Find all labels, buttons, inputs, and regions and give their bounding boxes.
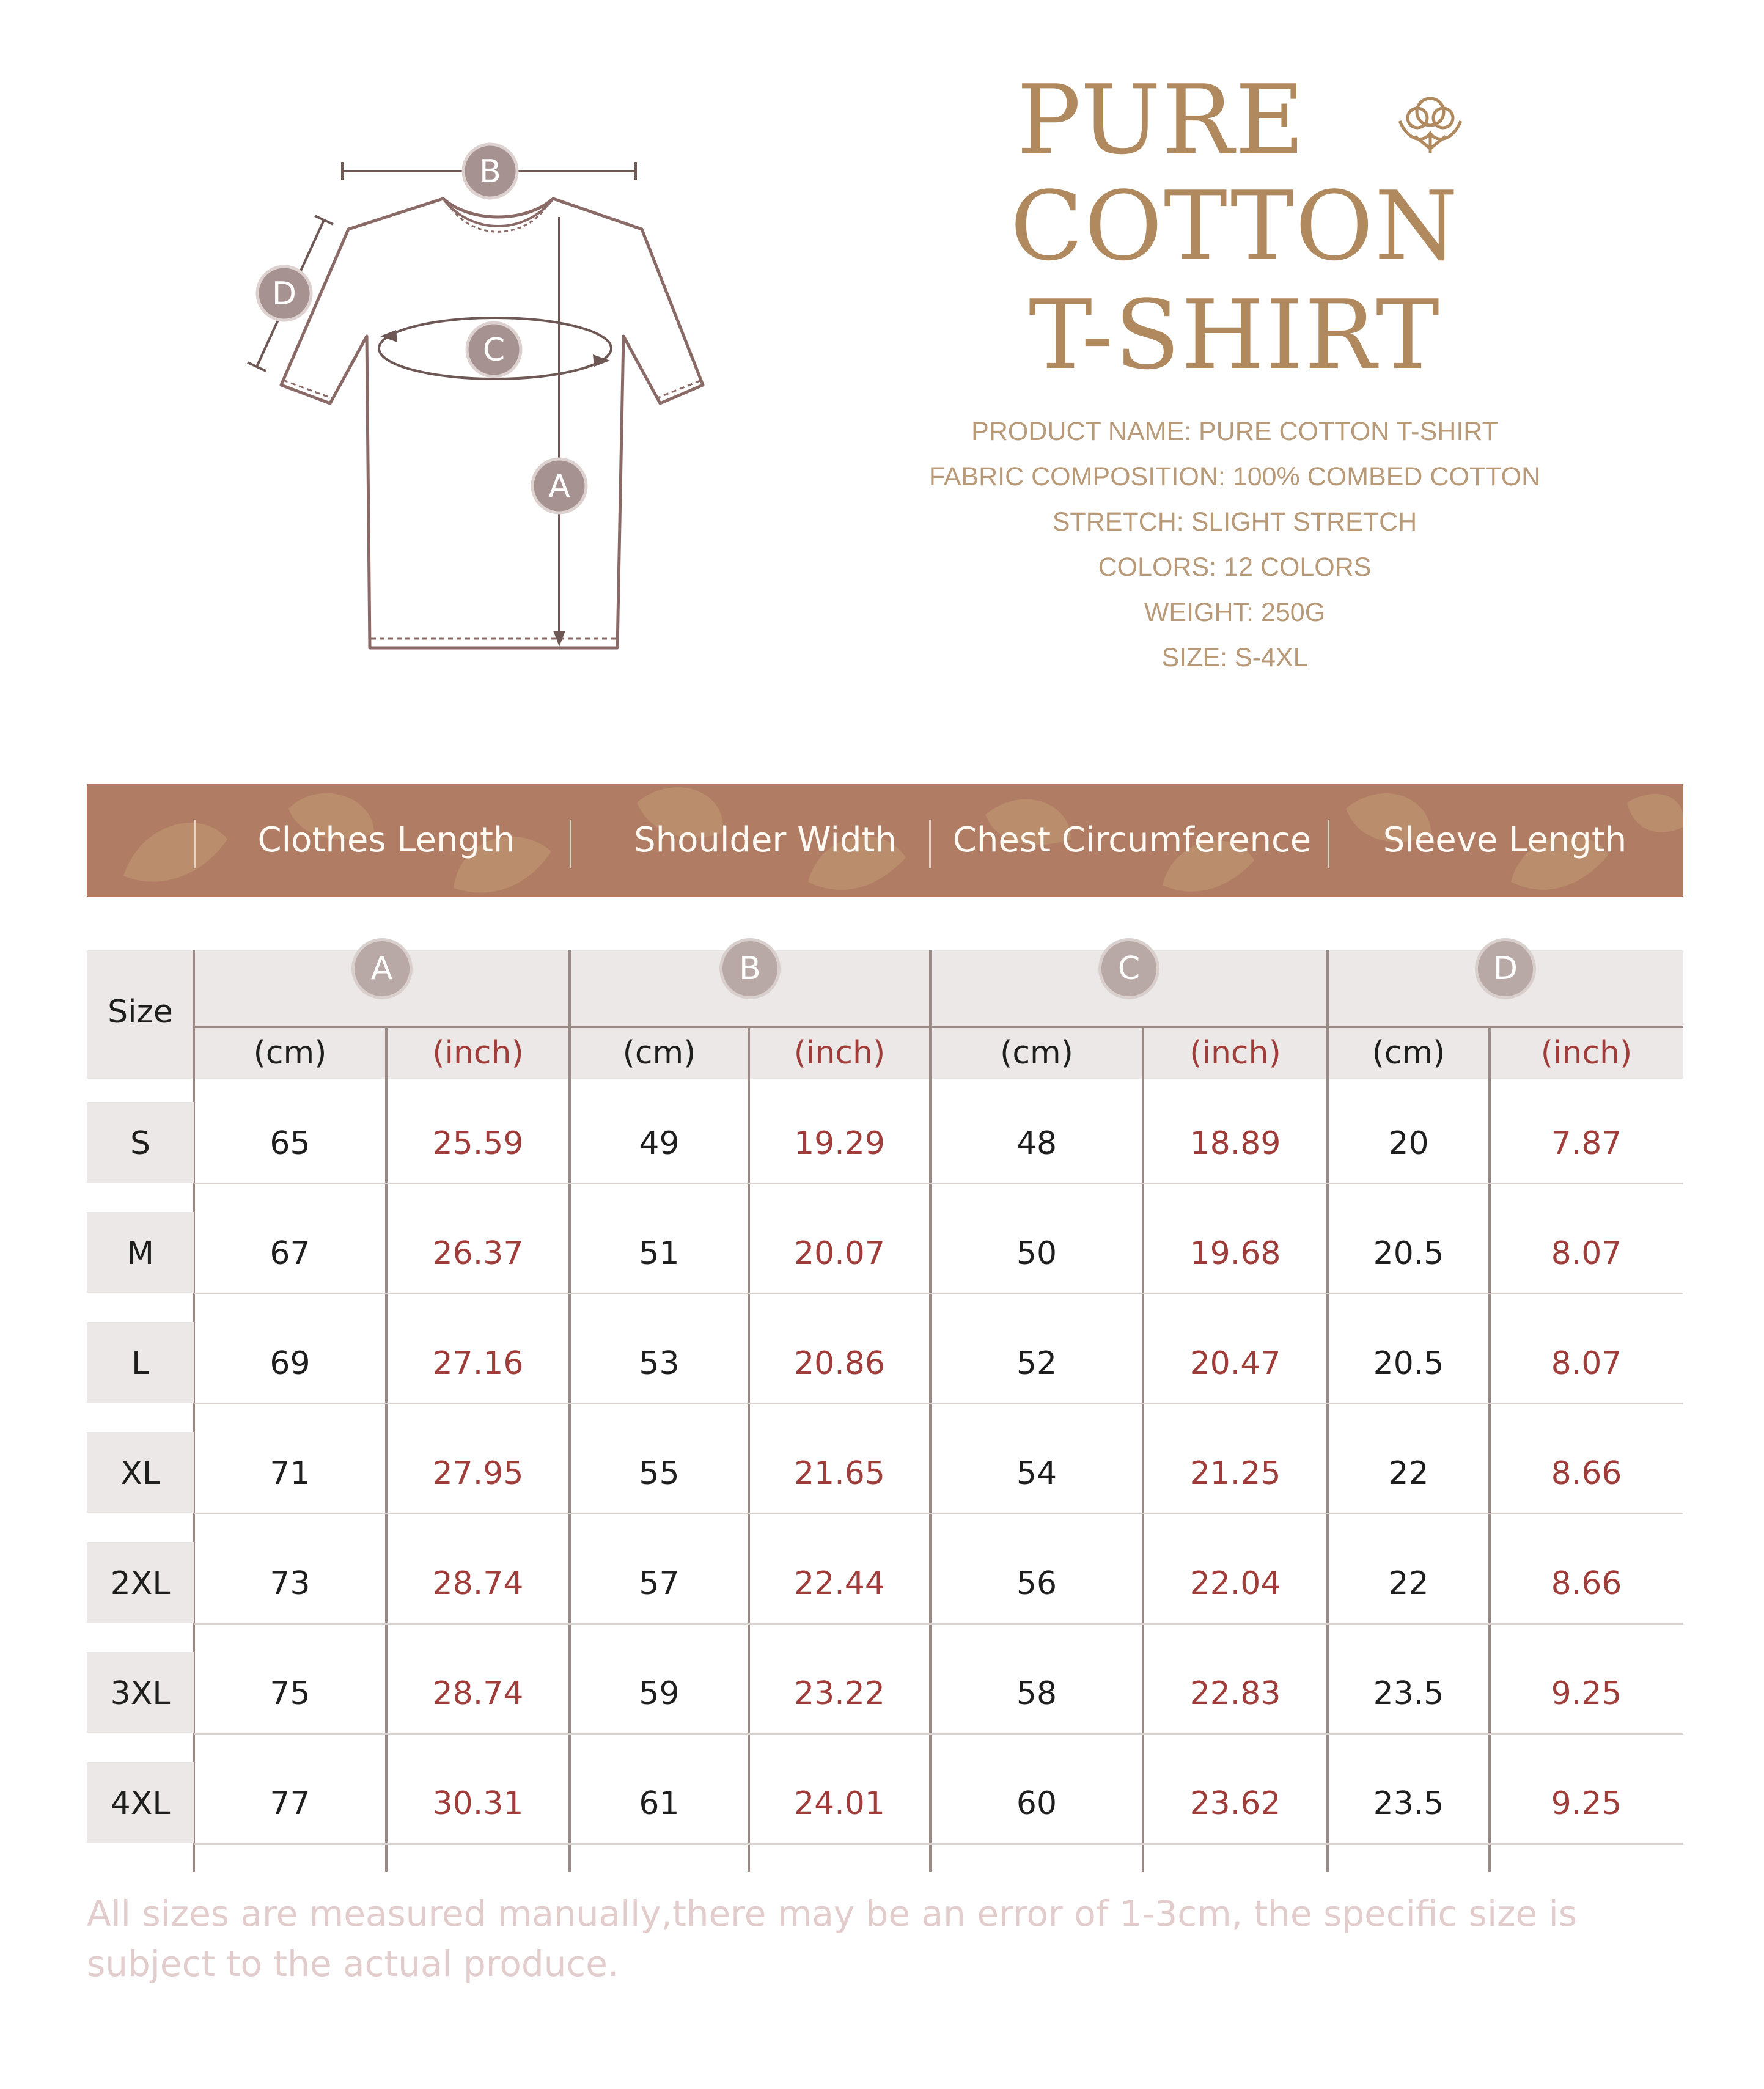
value-inch: 9.25: [1551, 1785, 1622, 1822]
value-cm: 50: [1016, 1235, 1057, 1272]
value-cm: 75: [270, 1675, 311, 1712]
value-inch: 23.62: [1189, 1785, 1281, 1822]
value-cm: 53: [639, 1345, 680, 1382]
value-inch: 22.04: [1189, 1565, 1281, 1602]
value-inch: 22.44: [794, 1565, 885, 1602]
marker-b-label: B: [479, 153, 501, 190]
value-inch: 8.66: [1551, 1455, 1622, 1492]
row-divider: [194, 1293, 1683, 1294]
unit-header-inch: (inch): [1540, 1035, 1633, 1071]
value-inch: 8.07: [1551, 1345, 1622, 1382]
value-inch: 28.74: [432, 1565, 524, 1602]
value-cm: 23.5: [1373, 1675, 1444, 1712]
size-label: 4XL: [110, 1785, 171, 1822]
spec-product-name: PRODUCT NAME: PURE COTTON T-SHIRT: [971, 417, 1498, 446]
value-inch: 28.74: [432, 1675, 524, 1712]
value-inch: 20.07: [794, 1235, 885, 1272]
value-inch: 8.66: [1551, 1565, 1622, 1602]
value-inch: 26.37: [432, 1235, 524, 1272]
value-cm: 58: [1016, 1675, 1057, 1712]
measurement-header-band: [87, 784, 1683, 897]
row-divider: [194, 1183, 1683, 1184]
spec-weight: WEIGHT: 250G: [1144, 598, 1326, 627]
unit-header-inch: (inch): [1189, 1035, 1281, 1071]
band-label-sleeve-length: Sleeve Length: [1383, 820, 1627, 860]
title-line-3: T-SHIRT: [1029, 279, 1441, 391]
band-label-clothes-length: Clothes Length: [257, 820, 515, 860]
size-label: L: [131, 1345, 149, 1382]
value-cm: 61: [639, 1785, 680, 1822]
size-label: 2XL: [110, 1565, 171, 1602]
value-inch: 18.89: [1189, 1125, 1281, 1162]
size-label: S: [130, 1125, 150, 1162]
value-inch: 19.68: [1189, 1235, 1281, 1272]
band-label-shoulder-width: Shoulder Width: [634, 820, 897, 860]
row-divider: [194, 1403, 1683, 1404]
size-label: 3XL: [110, 1675, 171, 1712]
marker-d-label: D: [271, 276, 297, 312]
marker-c-label: C: [482, 332, 505, 369]
value-inch: 21.65: [794, 1455, 885, 1492]
measure-marker-b: B: [719, 938, 781, 999]
measure-marker-c: C: [1098, 938, 1159, 999]
value-inch: 22.83: [1189, 1675, 1281, 1712]
table-header-divider: [194, 1026, 1683, 1028]
value-cm: 55: [639, 1455, 680, 1492]
spec-colors: COLORS: 12 COLORS: [1098, 553, 1372, 582]
size-label: M: [127, 1235, 154, 1272]
unit-header-inch: (inch): [793, 1035, 886, 1071]
unit-header-inch: (inch): [432, 1035, 524, 1071]
spec-fabric: FABRIC COMPOSITION: 100% COMBED COTTON: [928, 462, 1541, 491]
value-inch: 19.29: [794, 1125, 885, 1162]
value-cm: 56: [1016, 1565, 1057, 1602]
value-cm: 23.5: [1373, 1785, 1444, 1822]
value-cm: 71: [270, 1455, 311, 1492]
measurement-disclaimer: All sizes are measured manually,there may be an error of 1-3cm, the specific size is subject to the actual produce.: [87, 1893, 1577, 1984]
value-inch: 20.86: [794, 1345, 885, 1382]
value-cm: 54: [1016, 1455, 1057, 1492]
measure-marker-d: D: [1475, 938, 1536, 999]
spec-size: SIZE: S-4XL: [1161, 643, 1308, 672]
value-cm: 22: [1388, 1455, 1429, 1492]
value-inch: 20.47: [1189, 1345, 1281, 1382]
value-inch: 21.25: [1189, 1455, 1281, 1492]
value-inch: 27.95: [432, 1455, 524, 1492]
value-cm: 60: [1016, 1785, 1057, 1822]
value-cm: 73: [270, 1565, 311, 1602]
value-cm: 51: [639, 1235, 680, 1272]
size-column-header: Size: [108, 994, 173, 1030]
unit-header-cm: (cm): [622, 1035, 696, 1071]
value-cm: 59: [639, 1675, 680, 1712]
cotton-flower-icon: [1391, 84, 1470, 158]
value-cm: 22: [1388, 1565, 1429, 1602]
unit-header-cm: (cm): [253, 1035, 327, 1071]
value-inch: 24.01: [794, 1785, 885, 1822]
value-inch: 9.25: [1551, 1675, 1622, 1712]
row-divider: [194, 1513, 1683, 1514]
value-cm: 48: [1016, 1125, 1057, 1162]
title-line-1: PURE: [1016, 64, 1306, 175]
measure-marker-a: A: [351, 938, 413, 999]
value-inch: 30.31: [432, 1785, 524, 1822]
tshirt-measurement-diagram: [220, 128, 746, 678]
value-cm: 65: [270, 1125, 311, 1162]
row-divider: [194, 1733, 1683, 1735]
value-inch: 27.16: [432, 1345, 524, 1382]
value-inch: 7.87: [1551, 1125, 1622, 1162]
value-cm: 49: [639, 1125, 680, 1162]
value-cm: 20: [1388, 1125, 1429, 1162]
spec-stretch: STRETCH: SLIGHT STRETCH: [1052, 507, 1417, 537]
marker-a-label: A: [548, 468, 570, 505]
row-divider: [194, 1843, 1683, 1845]
unit-header-cm: (cm): [1000, 1035, 1073, 1071]
value-cm: 67: [270, 1235, 311, 1272]
band-label-chest-circumference: Chest Circumference: [952, 820, 1312, 860]
value-cm: 69: [270, 1345, 311, 1382]
value-inch: 25.59: [432, 1125, 524, 1162]
value-inch: 8.07: [1551, 1235, 1622, 1272]
size-table: [87, 950, 1683, 1849]
value-cm: 20.5: [1373, 1345, 1444, 1382]
value-cm: 77: [270, 1785, 311, 1822]
value-inch: 23.22: [794, 1675, 885, 1712]
value-cm: 20.5: [1373, 1235, 1444, 1272]
title-line-2: COTTON: [1010, 171, 1460, 282]
size-label: XL: [120, 1455, 160, 1492]
row-divider: [194, 1623, 1683, 1625]
value-cm: 52: [1016, 1345, 1057, 1382]
value-cm: 57: [639, 1565, 680, 1602]
unit-header-cm: (cm): [1372, 1035, 1446, 1071]
